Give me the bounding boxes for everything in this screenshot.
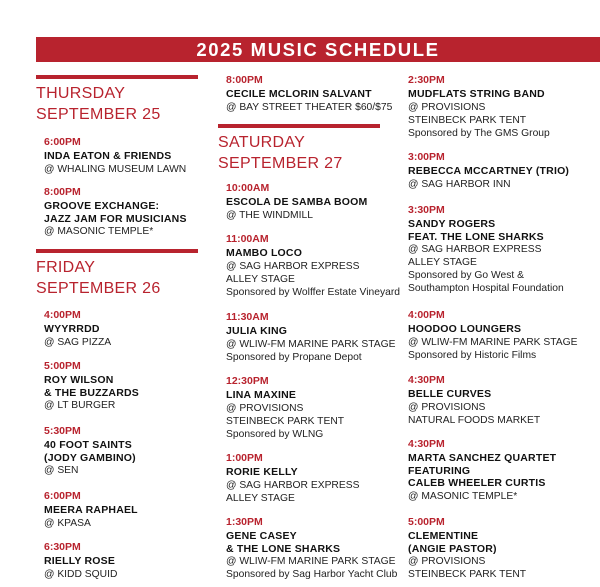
event-item — [44, 186, 230, 238]
event-venue: STEINBECK PARK TENT — [226, 415, 345, 427]
event-venue: @ SAG HARBOR EXPRESS — [226, 260, 360, 272]
event-venue: @ SAG HARBOR INN — [408, 178, 511, 190]
event-item — [44, 360, 230, 412]
event-item — [44, 136, 230, 176]
event-act: & THE LONE SHARKS — [226, 542, 341, 555]
event-act: REBECCA MCCARTNEY (TRIO) — [408, 165, 570, 177]
event-time: 4:30PM — [408, 374, 445, 386]
event-time: 6:30PM — [44, 541, 81, 553]
event-act: SANDY ROGERS — [408, 218, 496, 230]
event-act: GENE CASEY — [226, 530, 297, 542]
event-venue: @ WHALING MUSEUM LAWN — [44, 163, 187, 175]
day-header-friday — [36, 249, 198, 299]
event-act: (JODY GAMBINO) — [44, 451, 136, 464]
event-venue: @ MASONIC TEMPLE* — [408, 490, 518, 502]
event-item — [408, 374, 594, 427]
event-venue: @ PROVISIONS — [226, 402, 304, 414]
event-time: 8:00PM — [226, 74, 263, 86]
event-item — [226, 375, 412, 441]
day-rule — [36, 75, 198, 79]
day-rule — [36, 249, 198, 253]
day-name: SATURDAY — [218, 134, 306, 151]
day-name: FRIDAY — [36, 259, 96, 276]
event-time: 4:30PM — [408, 438, 445, 450]
event-venue: STEINBECK PARK TENT — [408, 569, 527, 580]
event-item — [44, 490, 230, 530]
event-venue: ALLEY STAGE — [226, 273, 295, 285]
event-act: RIELLY ROSE — [44, 555, 116, 567]
event-item — [408, 204, 594, 295]
event-sponsor: Sponsored by The GMS Group — [408, 127, 550, 139]
event-time: 11:00AM — [226, 233, 269, 245]
event-sponsor: Southampton Hospital Foundation — [408, 283, 564, 294]
event-time: 1:00PM — [226, 452, 263, 464]
event-time: 6:00PM — [44, 136, 81, 148]
event-venue: @ MASONIC TEMPLE* — [44, 226, 154, 237]
event-sponsor: Sponsored by Wolffer Estate Vineyard — [226, 286, 401, 298]
day-date: SEPTEMBER 25 — [36, 106, 161, 123]
event-item — [408, 438, 594, 503]
event-venue: @ LT BURGER — [44, 400, 116, 411]
event-time: 4:00PM — [44, 309, 81, 321]
event-time: 5:00PM — [408, 516, 445, 528]
event-item — [408, 74, 594, 140]
event-item — [408, 151, 594, 191]
day-rule — [218, 124, 380, 128]
day-header-saturday — [218, 124, 380, 174]
event-act: RORIE KELLY — [226, 466, 298, 478]
event-venue: @ WLIW-FM MARINE PARK STAGE — [226, 556, 396, 567]
event-venue: NATURAL FOODS MARKET — [408, 414, 541, 426]
event-act: BELLE CURVES — [408, 388, 492, 400]
event-time: 10:00AM — [226, 182, 270, 194]
event-act: CALEB WHEELER CURTIS — [408, 477, 546, 489]
event-time: 12:30PM — [226, 375, 269, 387]
event-item — [226, 74, 412, 114]
event-venue: @ KPASA — [44, 517, 91, 529]
day-date: SEPTEMBER 26 — [36, 280, 161, 297]
event-act: FEATURING — [408, 464, 471, 477]
event-act: JAZZ JAM FOR MUSICIANS — [44, 212, 187, 225]
event-venue: @ PROVISIONS — [408, 401, 486, 413]
event-venue: @ WLIW-FM MARINE PARK STAGE — [226, 338, 396, 350]
event-venue: ALLEY STAGE — [226, 492, 295, 504]
event-venue: @ BAY STREET THEATER $60/$75 — [226, 101, 393, 113]
event-item — [226, 233, 412, 299]
event-act: CECILE MCLORIN SALVANT — [226, 88, 372, 100]
event-venue: @ WLIW-FM MARINE PARK STAGE — [408, 336, 578, 348]
event-act: MEERA RAPHAEL — [44, 504, 138, 516]
event-act: MAMBO LOCO — [226, 247, 303, 259]
event-venue: @ SEN — [44, 465, 79, 476]
event-act: MUDFLATS STRING BAND — [408, 88, 545, 100]
event-sponsor: Sponsored by Go West & — [408, 270, 524, 281]
event-venue: @ THE WINDMILL — [226, 209, 313, 221]
event-item — [226, 182, 412, 222]
event-venue: @ SAG HARBOR EXPRESS — [408, 244, 542, 255]
event-item — [408, 309, 594, 362]
event-act: CLEMENTINE — [408, 530, 479, 542]
day-header-thursday — [36, 75, 198, 125]
event-venue: @ PROVISIONS — [408, 101, 486, 113]
event-sponsor: Sponsored by Propane Depot — [226, 351, 362, 363]
event-act: GROOVE EXCHANGE: — [44, 200, 160, 212]
day-name: THURSDAY — [36, 85, 126, 102]
event-act: LINA MAXINE — [226, 389, 297, 401]
schedule-title-banner — [36, 37, 600, 62]
event-time: 6:00PM — [44, 490, 81, 502]
event-time: 3:30PM — [408, 204, 445, 216]
event-item — [44, 309, 230, 349]
event-venue: @ SAG PIZZA — [44, 336, 112, 348]
event-item — [44, 541, 230, 581]
event-act: MARTA SANCHEZ QUARTET — [408, 452, 557, 464]
event-venue: @ PROVISIONS — [408, 556, 486, 567]
event-act: FEAT. THE LONE SHARKS — [408, 230, 544, 243]
event-venue: STEINBECK PARK TENT — [408, 114, 527, 126]
event-item — [44, 425, 230, 477]
day-date: SEPTEMBER 27 — [218, 155, 343, 172]
event-act: ESCOLA DE SAMBA BOOM — [226, 196, 368, 208]
event-act: HOODOO LOUNGERS — [408, 323, 522, 335]
event-act: ROY WILSON — [44, 374, 114, 386]
event-act: WYYRRDD — [44, 323, 100, 335]
event-act: & THE BUZZARDS — [44, 386, 139, 399]
event-venue: ALLEY STAGE — [408, 257, 477, 268]
event-item — [226, 516, 412, 581]
event-act: JULIA KING — [226, 325, 288, 337]
event-time: 8:00PM — [44, 186, 81, 198]
event-item — [408, 516, 594, 581]
event-item — [226, 311, 412, 364]
event-time: 5:30PM — [44, 425, 81, 437]
event-time: 4:00PM — [408, 309, 445, 321]
event-act: INDA EATON & FRIENDS — [44, 150, 172, 162]
event-time: 1:30PM — [226, 516, 263, 528]
event-sponsor: Sponsored by WLNG — [226, 428, 324, 440]
schedule-title: 2025 MUSIC SCHEDULE — [196, 39, 440, 60]
event-venue: @ SAG HARBOR EXPRESS — [226, 479, 360, 491]
event-time: 11:30AM — [226, 311, 269, 323]
event-time: 5:00PM — [44, 360, 81, 372]
event-venue: @ KIDD SQUID — [44, 568, 118, 580]
event-time: 2:30PM — [408, 74, 445, 86]
event-item — [226, 452, 412, 505]
event-act: (ANGIE PASTOR) — [408, 542, 497, 555]
event-act: 40 FOOT SAINTS — [44, 439, 132, 451]
event-sponsor: Sponsored by Historic Films — [408, 349, 537, 361]
event-sponsor: Sponsored by Sag Harbor Yacht Club — [226, 569, 398, 580]
event-time: 3:00PM — [408, 151, 445, 163]
